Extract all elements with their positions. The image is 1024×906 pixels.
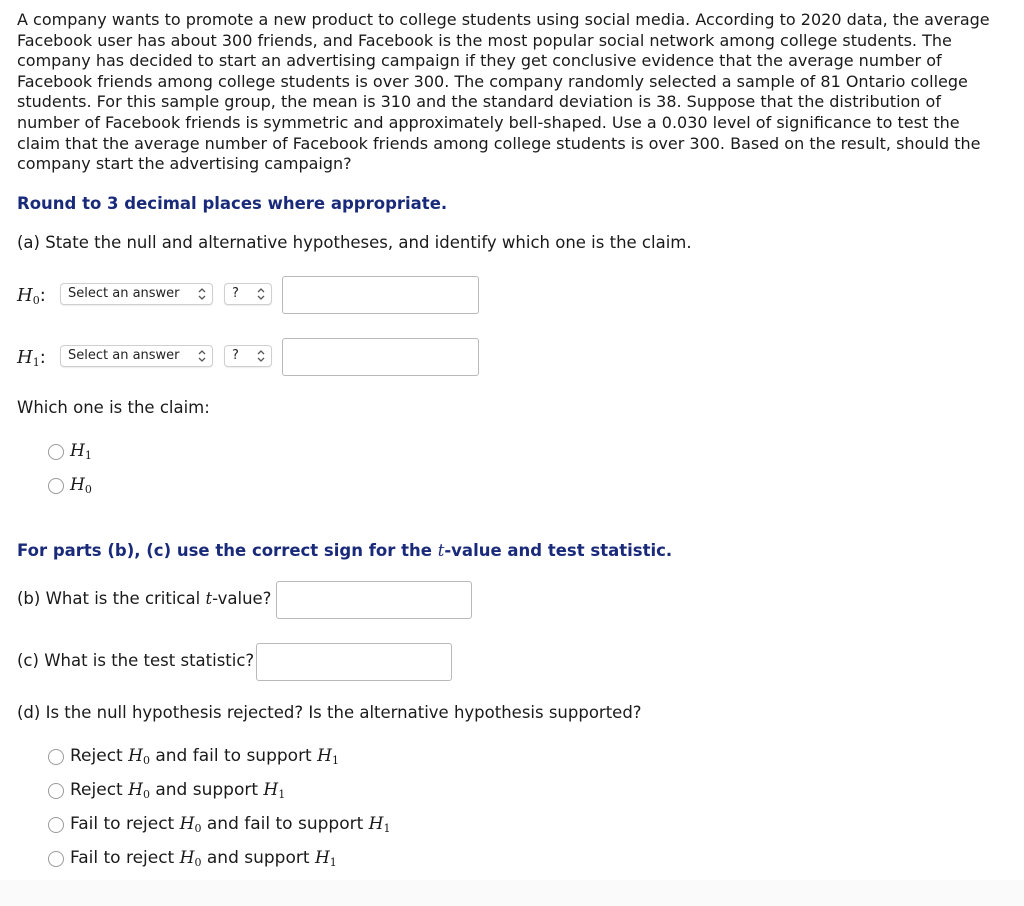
radio-button[interactable] bbox=[48, 851, 64, 867]
h0-value-input[interactable] bbox=[282, 276, 479, 314]
part-b-question: (b) What is the critical t-value? bbox=[17, 589, 272, 608]
updown-chevron-icon bbox=[198, 287, 206, 301]
rounding-note: Round to 3 decimal places where appropriate. bbox=[17, 194, 448, 213]
h1-operator-select[interactable]: ? bbox=[224, 345, 272, 367]
updown-chevron-icon bbox=[257, 349, 265, 363]
radio-button[interactable] bbox=[48, 783, 64, 799]
test-statistic-input[interactable] bbox=[256, 643, 452, 681]
claim-question: Which one is the claim: bbox=[17, 398, 210, 417]
h1-value-input[interactable] bbox=[282, 338, 479, 376]
h0-row bbox=[17, 277, 487, 315]
part-a-question: (a) State the null and alternative hypotheses, and identify which one is the claim. bbox=[17, 233, 692, 252]
h1-label: H1: bbox=[17, 347, 46, 369]
footer-band bbox=[0, 880, 1024, 906]
problem-page: A company wants to promote a new product to college students using social media. According to 2020 data, the average Facebook user has about 300 friends, and Facebook is the most popular social network among college students. The company has decided to start an advertising campaign if they get conclusive evidence that the average number of Facebook friends among college students is over 300. The company randomly selected a sample of 81 Ontario college students. For this sample group, the mean is 310 and the standard deviation is 38. Suppose that the distribution of number of Facebook friends is symmetric and approximately bell-shaped. Use a 0.030 level of significance to test the claim that the average number of Facebook friends among college students is over 300. Based on the result, should the company start the advertising campaign? Round to 3 decimal places where appropriate. (a) State the null and alternative hypotheses, and identify which one is the claim. H0: Select an answer ? H1: Select an answer ? Which one is the claim: H1 H0 For parts (b), (c) use the correct sign for the t-value and test statistic. (b) What is the critical t-value? (c) What is the test statistic? (d) Is the null hypothesis rejected? Is the alternative hypothesis supported? Reject H0 and fail to support H1 Reject H0 and support H1 Fail to reject H0 and fail to support H1 Fail to reject H0 and support H1 bbox=[0, 0, 1024, 906]
h0-parameter-select[interactable]: Select an answer bbox=[60, 283, 213, 305]
h0-operator-select[interactable]: ? bbox=[224, 283, 272, 305]
part-d-question: (d) Is the null hypothesis rejected? Is the alternative hypothesis supported? bbox=[17, 703, 642, 722]
radio-button[interactable] bbox=[48, 749, 64, 765]
critical-t-value-input[interactable] bbox=[276, 581, 472, 619]
updown-chevron-icon bbox=[257, 287, 265, 301]
problem-statement: A company wants to promote a new product to college students using social media. According to 2020 data, the average Facebook user has about 300 friends, and Facebook is the most popular social network among college students. The company has decided to start an advertising campaign if they get conclusive evidence that the average number of Facebook friends among college students is over 300. The company randomly selected a sample of 81 Ontario college students. For this sample group, the mean is 310 and the standard deviation is 38. Suppose that the distribution of number of Facebook friends is symmetric and approximately bell-shaped. Use a 0.030 level of significance to test the claim that the average number of Facebook friends among college students is over 300. Based on the result, should the company start the advertising campaign? bbox=[17, 10, 990, 174]
part-c-question: (c) What is the test statistic? bbox=[17, 651, 255, 670]
radio-button[interactable] bbox=[48, 444, 64, 460]
radio-button[interactable] bbox=[48, 817, 64, 833]
updown-chevron-icon bbox=[198, 349, 206, 363]
radio-button[interactable] bbox=[48, 478, 64, 494]
h0-label: H0: bbox=[17, 285, 46, 307]
sign-note: For parts (b), (c) use the correct sign for the t-value and test statistic. bbox=[17, 541, 673, 560]
h1-parameter-select[interactable]: Select an answer bbox=[60, 345, 213, 367]
h1-row bbox=[17, 339, 487, 377]
